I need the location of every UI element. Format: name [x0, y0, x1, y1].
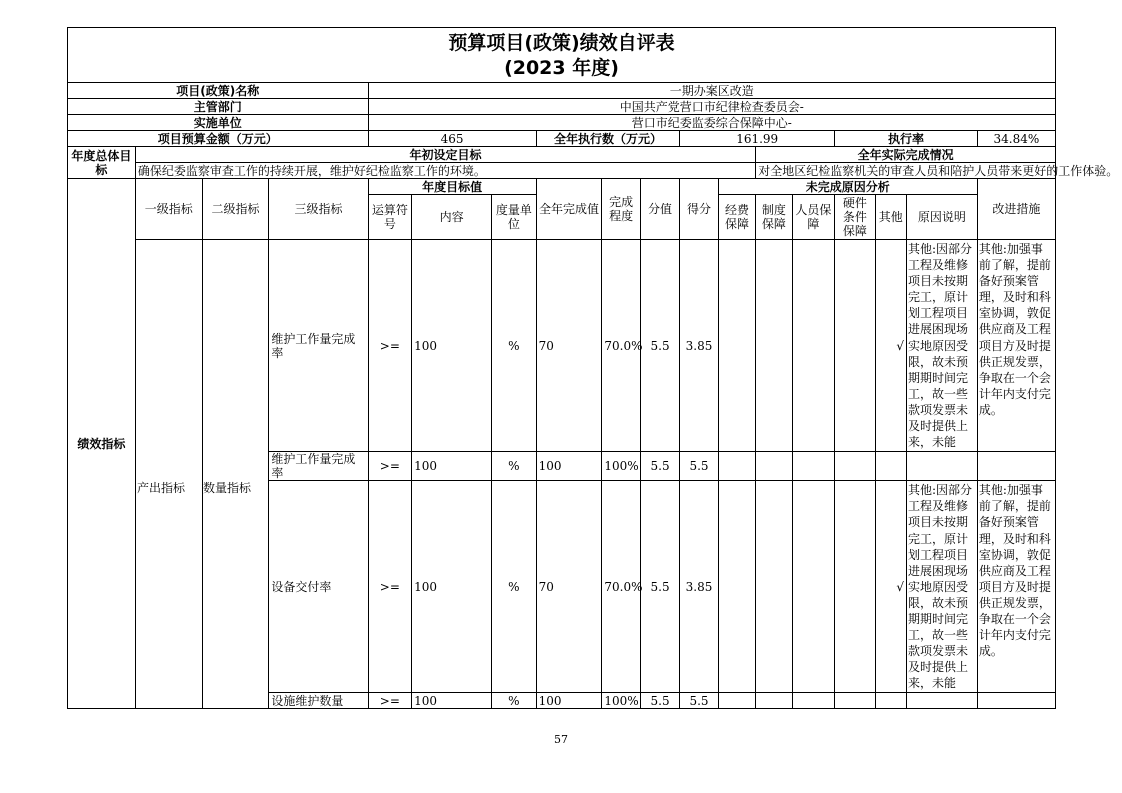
- reason-system-cell: [756, 693, 792, 709]
- indicator-content: 100: [412, 693, 492, 709]
- indicator-name: 设施维护数量: [269, 693, 368, 709]
- weight-header: 分值: [640, 179, 679, 240]
- exec-value: 161.99: [680, 131, 835, 147]
- reason-system-cell: [756, 481, 792, 693]
- level2-category: 数量指标: [203, 481, 252, 495]
- reason-hardware-cell: [835, 452, 875, 481]
- level1-category: 产出指标: [137, 481, 186, 495]
- indicator-operator: >=: [368, 240, 412, 452]
- indicator-score: 5.5: [680, 452, 718, 481]
- indicator-completion: 70.0%: [602, 481, 640, 693]
- indicator-operator: >=: [368, 481, 412, 693]
- indicator-score: 5.5: [680, 693, 718, 709]
- reason-system-cell: [756, 240, 792, 452]
- indicator-unit: %: [492, 481, 537, 693]
- title-line-1: 预算项目(政策)绩效自评表: [448, 32, 675, 54]
- indicator-weight: 5.5: [640, 481, 679, 693]
- indicator-name: 维护工作量完成率: [269, 452, 368, 481]
- improve-measure: 其他:加强事前了解，提前备好预案管理，及时和科室协调，敦促供应商及工程项目方及时提供正规发票，争取在一个会计年内支付完成。: [977, 481, 1055, 693]
- indicator-content: 100: [412, 452, 492, 481]
- indicator-unit: %: [492, 452, 537, 481]
- indicator-completion: 70.0%: [602, 240, 640, 452]
- reason-other-check: [875, 452, 906, 481]
- reason-other-header: 其他: [875, 195, 906, 240]
- title-line-2: (2023 年度): [504, 57, 619, 79]
- category-level1-empty: [135, 240, 202, 709]
- annual-goal-label: 年度总体目标: [68, 147, 136, 179]
- score-header: 得分: [680, 179, 718, 240]
- reason-funding-cell: [718, 481, 755, 693]
- content-header: 内容: [412, 195, 492, 240]
- planned-goal-header: 年初设定目标: [135, 147, 755, 163]
- completion-header: 完成程度: [602, 179, 640, 240]
- operator-header: 运算符号: [368, 195, 412, 240]
- improve-measure: [977, 693, 1055, 709]
- indicator-content: 100: [412, 481, 492, 693]
- reason-explain: [906, 452, 977, 481]
- indicator-weight: 5.5: [640, 452, 679, 481]
- unit-label: 实施单位: [68, 115, 369, 131]
- planned-goal-text: 确保纪委监察审查工作的持续开展，维护好纪检监察工作的环境。: [135, 163, 755, 179]
- reason-system-header: 制度保障: [756, 195, 792, 240]
- level3-header: 三级指标: [269, 179, 368, 240]
- budget-value: 465: [368, 131, 536, 147]
- table-row: [68, 240, 1056, 452]
- reason-staff-cell: [792, 693, 835, 709]
- project-name-label: 项目(政策)名称: [68, 83, 369, 99]
- indicator-actual: 70: [536, 481, 602, 693]
- reason-staff-cell: [792, 240, 835, 452]
- exec-label: 全年执行数（万元）: [536, 131, 680, 147]
- indicator-weight: 5.5: [640, 240, 679, 452]
- improve-header: 改进措施: [977, 179, 1055, 240]
- reason-funding-header: 经费保障: [718, 195, 755, 240]
- level1-header: 一级指标: [135, 179, 202, 240]
- self-evaluation-table: [67, 27, 1119, 709]
- reason-hardware-cell: [835, 240, 875, 452]
- rate-value: 34.84%: [977, 131, 1055, 147]
- unit-value: 营口市纪委监委综合保障中心-: [368, 115, 1055, 131]
- target-group-header: 年度目标值: [368, 179, 536, 195]
- reason-explain: [906, 693, 977, 709]
- reason-hardware-header: 硬件条件保障: [835, 195, 875, 240]
- reason-staff-header: 人员保障: [792, 195, 835, 240]
- reason-hardware-cell: [835, 481, 875, 693]
- perf-indicator-label: 绩效指标: [68, 179, 136, 709]
- improve-measure: [977, 452, 1055, 481]
- performance-sheet: [67, 27, 1119, 709]
- improve-measure: 其他:加强事前了解，提前备好预案管理，及时和科室协调，敦促供应商及工程项目方及时提供正规发票，争取在一个会计年内支付完成。: [977, 240, 1055, 452]
- unit-header: 度量单位: [492, 195, 537, 240]
- indicator-operator: >=: [368, 693, 412, 709]
- reason-explain: 其他:因部分工程及维修项目未按期完工，原计划工程项目进展困现场实地原因受限，故未预期期时间完工，故一些款项发票未及时提供上来，未能: [906, 240, 977, 452]
- indicator-completion: 100%: [602, 693, 640, 709]
- indicator-actual: 100: [536, 693, 602, 709]
- table-title: [68, 28, 1056, 83]
- indicator-name: 维护工作量完成率: [269, 240, 368, 452]
- actual-value-header: 全年完成值: [536, 179, 602, 240]
- reason-staff-cell: [792, 481, 835, 693]
- reason-explain-header: 原因说明: [906, 195, 977, 240]
- reason-funding-cell: [718, 693, 755, 709]
- reason-other-check: [875, 693, 906, 709]
- indicator-weight: 5.5: [640, 693, 679, 709]
- indicator-name: 设备交付率: [269, 481, 368, 693]
- reason-hardware-cell: [835, 693, 875, 709]
- page-number: 57: [554, 733, 568, 746]
- actual-goal-header: 全年实际完成情况: [756, 147, 1056, 163]
- budget-label: 项目预算金额（万元）: [68, 131, 369, 147]
- reason-other-check: √: [875, 481, 906, 693]
- reason-staff-cell: [792, 452, 835, 481]
- indicator-actual: 100: [536, 452, 602, 481]
- project-name-value: 一期办案区改造: [368, 83, 1055, 99]
- reason-system-cell: [756, 452, 792, 481]
- indicator-content: 100: [412, 240, 492, 452]
- rate-label: 执行率: [835, 131, 978, 147]
- indicator-score: 3.85: [680, 240, 718, 452]
- dept-label: 主管部门: [68, 99, 369, 115]
- category-level2-empty: [202, 240, 269, 709]
- level2-header: 二级指标: [202, 179, 269, 240]
- indicator-unit: %: [492, 693, 537, 709]
- dept-value: 中国共产党营口市纪律检查委员会-: [368, 99, 1055, 115]
- reason-funding-cell: [718, 452, 755, 481]
- indicator-actual: 70: [536, 240, 602, 452]
- reason-group-header: 未完成原因分析: [718, 179, 977, 195]
- reason-explain: 其他:因部分工程及维修项目未按期完工，原计划工程项目进展困现场实地原因受限，故未预期期时间完工，故一些款项发票未及时提供上来，未能: [906, 481, 977, 693]
- indicator-score: 3.85: [680, 481, 718, 693]
- indicator-completion: 100%: [602, 452, 640, 481]
- indicator-unit: %: [492, 240, 537, 452]
- actual-goal-text: 对全地区纪检监察机关的审查人员和陪护人员带来更好的工作体验。: [756, 163, 1056, 179]
- reason-funding-cell: [718, 240, 755, 452]
- indicator-operator: >=: [368, 452, 412, 481]
- reason-other-check: √: [875, 240, 906, 452]
